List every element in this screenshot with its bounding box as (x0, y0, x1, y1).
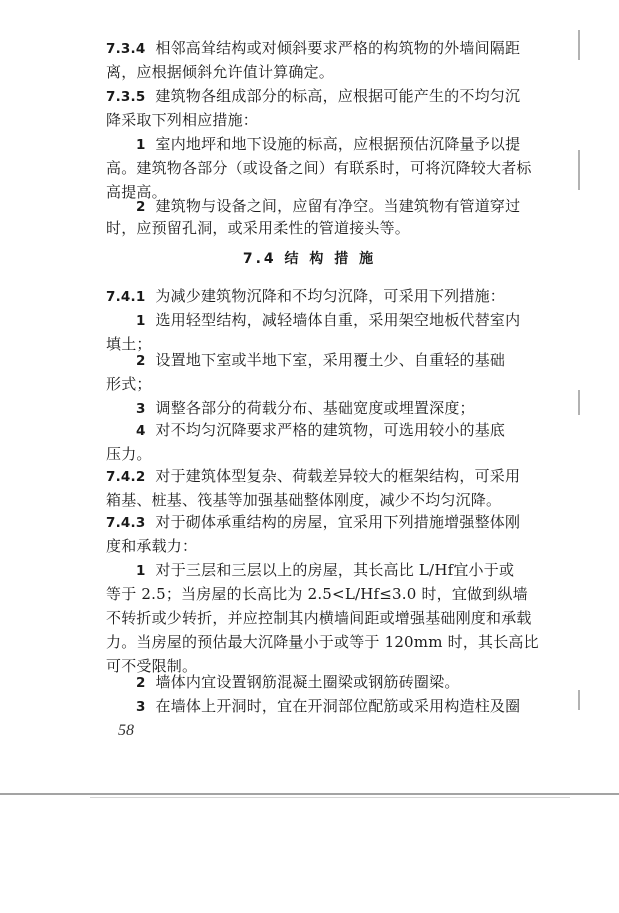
measure-4-line-1 (136, 420, 505, 441)
item-number: 1 (136, 563, 146, 579)
clause-number: 7.3.5 (106, 89, 146, 105)
clause-7-4-1-line-1 (106, 286, 505, 307)
item-text: 高提高。 (106, 183, 167, 201)
clause-7-3-4-line-1 (106, 38, 520, 59)
item-number: 3 (136, 401, 146, 417)
item-2-line-1-text (136, 196, 520, 217)
item-number: 2 (136, 353, 146, 369)
clause-7-3-5-line-1 (106, 86, 520, 107)
item-text: 设置地下室或半地下室，采用覆土少、自重轻的基础 (155, 351, 506, 369)
clause-text: 度和承载力： (106, 537, 198, 555)
clause-number: 7.4.2 (106, 469, 146, 485)
clause-text: 相邻高耸结构或对倾斜要求严格的构筑物的外墙间隔距 (155, 39, 521, 57)
item-text: 压力。 (106, 445, 152, 463)
item-text: 选用轻型结构，减轻墙体自重，采用架空地板代替室内 (155, 311, 521, 329)
item-text: 在墙体上开洞时，宜在开洞部位配筋或采用构造柱及圈 (155, 697, 521, 715)
section-heading: 7.4 结 构 措 施 (242, 251, 377, 267)
strengthen-1-line-4 (106, 632, 539, 652)
clause-7-4-2-line-2 (106, 490, 501, 510)
item-text: 不转折或少转折，并应控制其内横墙间距或增强基础刚度和承载 (106, 609, 532, 627)
clause-text: 降采取下列相应措施： (106, 111, 259, 129)
item-text: 力。当房屋的预估最大沉降量小于或等于 120mm 时，其长高比 (106, 633, 539, 651)
clause-text: 对于建筑体型复杂、荷载差异较大的框架结构，可采用 (155, 467, 521, 485)
item-text: 对于三层和三层以上的房屋，其长高比 L/Hf宜小于或 (155, 561, 515, 579)
measure-1-line-1 (136, 310, 520, 331)
item-text: 对不均匀沉降要求严格的建筑物，可选用较小的基底 (155, 421, 506, 439)
scan-edge-mark (578, 690, 580, 710)
item-text: 可不受限制。 (106, 657, 198, 675)
item-number: 4 (136, 423, 146, 439)
item-text: 调整各部分的荷载分布、基础宽度或埋置深度； (155, 399, 475, 417)
clause-text: 箱基、桩基、筏基等加强基础整体刚度，减少不均匀沉降。 (106, 491, 502, 509)
clause-text: 为减少建筑物沉降和不均匀沉降，可采用下列措施： (155, 287, 505, 305)
item-text: 墙体内宜设置钢筋混凝土圈梁或钢筋砖圈梁。 (155, 673, 460, 691)
measure-4-line-2 (106, 444, 152, 464)
strengthen-2-line-1 (136, 672, 460, 693)
scan-edge-mark (578, 30, 580, 60)
page-number: 58 (118, 722, 134, 739)
clause-7-4-3-line-2 (106, 536, 197, 556)
measure-2-line-1 (136, 350, 505, 371)
item-number: 1 (136, 313, 146, 329)
item-text: 高。建筑物各部分（或设备之间）有联系时，可将沉降较大者标 (106, 159, 532, 177)
clause-text: 建筑物各组成部分的标高，应根据可能产生的不均匀沉 (155, 87, 521, 105)
item-1-line-1 (136, 134, 520, 155)
item-text: 等于 2.5；当房屋的长高比为 2.5<L/Hf≤3.0 时，宜做到纵墙 (106, 585, 528, 603)
item-text: 建筑物与设备之间，应留有净空。当建筑物有管道穿过 (155, 197, 521, 215)
clause-7-4-3-line-1 (106, 512, 520, 533)
item-number: 1 (136, 137, 146, 153)
clause-7-3-5-line-2 (106, 110, 258, 130)
clause-text: 离，应根据倾斜允许值计算确定。 (106, 63, 335, 81)
clause-number: 7.4.1 (106, 289, 146, 305)
item-number: 2 (136, 199, 146, 215)
strengthen-3-line-1 (136, 696, 520, 717)
clause-text: 对于砌体承重结构的房屋，宜采用下列措施增强整体刚 (155, 513, 521, 531)
item-text: 室内地坪和地下设施的标高，应根据预估沉降量予以提 (155, 135, 521, 153)
scan-artifact-line (90, 797, 570, 798)
item-number: 3 (136, 699, 146, 715)
scan-artifact-line (0, 793, 619, 795)
scan-edge-mark (578, 150, 580, 190)
clause-7-4-2-line-1 (106, 466, 520, 487)
item-2-line-2 (106, 218, 410, 238)
clause-number: 7.3.4 (106, 41, 146, 57)
item-1-line-2 (106, 158, 532, 178)
clause-number: 7.4.3 (106, 515, 146, 531)
item-text: 时，应预留孔洞，或采用柔性的管道接头等。 (106, 219, 411, 237)
item-text: 形式； (106, 375, 152, 393)
strengthen-1-line-1 (136, 560, 514, 581)
clause-7-3-4-line-2 (106, 62, 334, 82)
strengthen-1-line-3 (106, 608, 532, 628)
item-text: 填土； (106, 335, 152, 353)
measure-3-line-1 (136, 398, 475, 419)
measure-2-line-2 (106, 374, 152, 394)
item-number: 2 (136, 675, 146, 691)
strengthen-1-line-2 (106, 584, 528, 604)
scan-edge-mark (578, 390, 580, 415)
